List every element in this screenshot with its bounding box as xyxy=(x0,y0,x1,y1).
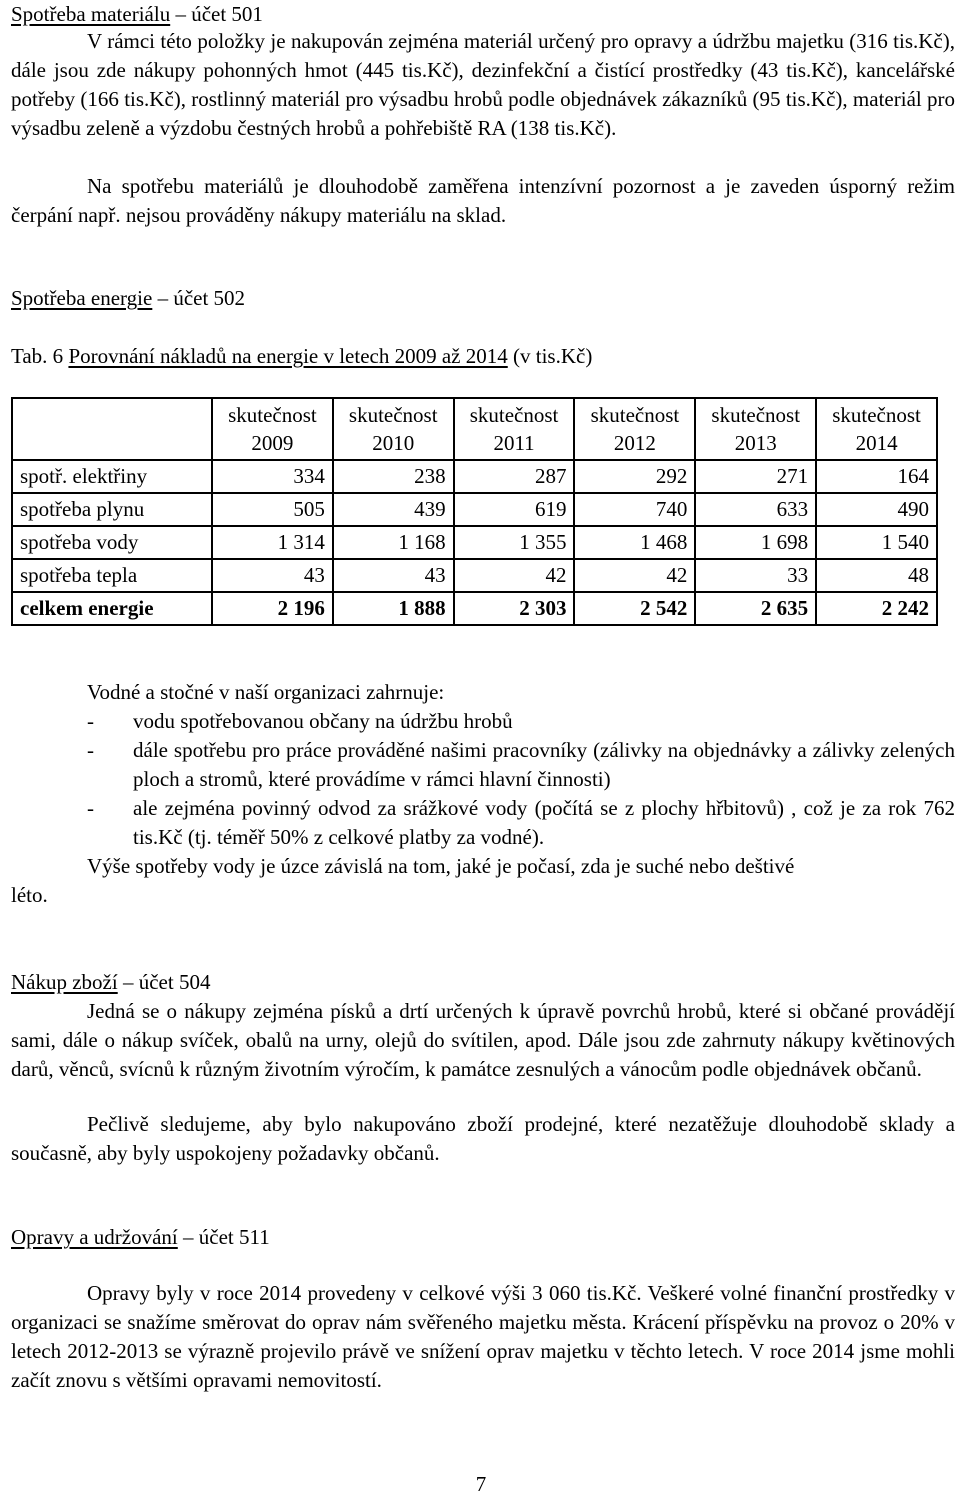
table-cell: 271 xyxy=(695,460,816,493)
energy-account: účet 502 xyxy=(173,286,246,310)
goods-paragraph-2: Pečlivě sledujeme, aby bylo nakupováno zboží prodejné, které nezatěžuje dlouhodobě sklady a současně, aby byly uspokojeny požadavky občanů. xyxy=(11,1112,955,1165)
table-row xyxy=(12,460,937,493)
table-unit: (v tis.Kč) xyxy=(513,344,593,368)
row-label: spotřeba plynu xyxy=(12,493,212,526)
dash-separator: – xyxy=(157,286,169,310)
table-cell: 1 540 xyxy=(816,526,937,559)
table-header-cell: skutečnost 2014 xyxy=(816,398,937,460)
row-label: spotřeba vody xyxy=(12,526,212,559)
row-label: spotř. elektřiny xyxy=(12,460,212,493)
table-row xyxy=(12,559,937,592)
goods-heading xyxy=(11,968,210,997)
list-item-text: dále spotřebu pro práce prováděné našimi pracovníky (zálivky na objednávky a zálivky zelených ploch a stromů, které provádíme v rámci hlavní činnosti) xyxy=(133,738,955,791)
material-paragraph-1: V rámci této položky je nakupován zejména materiál určený pro opravy a údržbu majetku (316 tis.Kč), dále jsou zde nákupy pohonných hmot (445 tis.Kč), dezinfekční a čistící prostředky (43 tis.Kč), kancelářské potřeby (166 tis.Kč), rostlinný materiál pro výsadbu hrobů podle objednávek zákazníků (95 tis.Kč), materiál pro výsadbu zeleně a výzdobu čestných hrobů a pohřebiště RA (138 tis.Kč). xyxy=(11,29,955,140)
table-cell: 490 xyxy=(816,493,937,526)
water-list xyxy=(87,707,955,852)
table-cell: 43 xyxy=(212,559,333,592)
list-item xyxy=(87,707,955,736)
table-cell: 42 xyxy=(574,559,695,592)
dash-separator: – xyxy=(122,970,134,994)
water-intro: Vodné a stočné v naší organizaci zahrnuje: xyxy=(87,680,445,704)
table-cell: 1 314 xyxy=(212,526,333,559)
water-closing-line: Výše spotřeby vody je úzce závislá na tom, jaké je počasí, zda je suché nebo deštivé xyxy=(87,854,795,878)
table-row xyxy=(12,493,937,526)
table-cell: 1 468 xyxy=(574,526,695,559)
table-cell: 505 xyxy=(212,493,333,526)
list-item xyxy=(87,736,955,794)
table-cell: 292 xyxy=(574,460,695,493)
material-title: Spotřeba materiálu xyxy=(11,2,171,26)
energy-title: Spotřeba energie xyxy=(11,286,153,310)
energy-table xyxy=(11,397,938,626)
table-header-cell: skutečnost 2011 xyxy=(454,398,575,460)
table-cell: 439 xyxy=(333,493,454,526)
goods-title: Nákup zboží xyxy=(11,970,118,994)
table-cell: 1 888 xyxy=(333,592,454,625)
dash-separator: – xyxy=(183,1225,194,1249)
table-header-cell: skutečnost 2009 xyxy=(212,398,333,460)
table-row xyxy=(12,526,937,559)
table-header-row xyxy=(12,398,937,460)
row-label: celkem energie xyxy=(12,592,212,625)
table-cell: 164 xyxy=(816,460,937,493)
table-cell: 48 xyxy=(816,559,937,592)
list-item xyxy=(87,794,955,852)
table-label: Tab. 6 xyxy=(11,344,64,368)
table-cell: 2 196 xyxy=(212,592,333,625)
repairs-paragraph: Opravy byly v roce 2014 provedeny v celkové výši 3 060 tis.Kč. Veškeré volné finanční prostředky v organizaci se snažíme směrovat do oprav nám svěřeného majetku města. Krácení příspěvku na provoz o 20% v letech 2012-2013 se výrazně projevilo právě ve snížení oprav majetku v těchto letech. V roce 2014 jsme mohli začít znovu s většími opravami nemovitostí. xyxy=(11,1281,955,1392)
table-cell: 43 xyxy=(333,559,454,592)
table-cell: 238 xyxy=(333,460,454,493)
table-cell: 1 355 xyxy=(454,526,575,559)
table-cell: 1 698 xyxy=(695,526,816,559)
table-cell: 740 xyxy=(574,493,695,526)
table-cell: 2 635 xyxy=(695,592,816,625)
page-number: 7 xyxy=(475,1472,487,1496)
table-header-cell: skutečnost 2012 xyxy=(574,398,695,460)
list-dash: - xyxy=(87,709,94,733)
table-cell: 287 xyxy=(454,460,575,493)
row-label: spotřeba tepla xyxy=(12,559,212,592)
table-header-cell: skutečnost 2013 xyxy=(695,398,816,460)
goods-paragraph-1: Jedná se o nákupy zejména písků a drtí určených k úpravě povrchů hrobů, které si občané provádějí sami, dále o nákup svíček, obalů na urny, olejů do svítilen, apod. Dále jsou zde zahrnuty nákupy květinových darů, věnců, svícnů k různým životním výročím, k památce zesnulých a vánocům podle objednávek občanů. xyxy=(11,999,955,1081)
table-cell: 334 xyxy=(212,460,333,493)
table-header-empty xyxy=(12,398,212,460)
table-total-row xyxy=(12,592,937,625)
table-cell: 42 xyxy=(454,559,575,592)
material-paragraph-2: Na spotřebu materiálů je dlouhodobě zaměřena intenzívní pozornost a je zaveden úsporný režim čerpání např. nejsou prováděny nákupy materiálu na sklad. xyxy=(11,174,955,227)
water-closing-end: léto. xyxy=(11,883,48,907)
table-cell: 33 xyxy=(695,559,816,592)
table-title: Porovnání nákladů na energie v letech 2009 až 2014 xyxy=(68,344,508,368)
table-cell: 2 242 xyxy=(816,592,937,625)
list-dash: - xyxy=(87,738,94,762)
repairs-heading xyxy=(11,1223,270,1252)
list-item-text: ale zejména povinný odvod za srážkové vody (počítá se z plochy hřbitovů) , což je za rok 762 tis.Kč (tj. téměř 50% z celkové platby za vodné). xyxy=(133,796,955,849)
list-item-text: vodu spotřebovanou občany na údržbu hrobů xyxy=(133,709,513,733)
table-cell: 633 xyxy=(695,493,816,526)
table-cell: 2 303 xyxy=(454,592,575,625)
table-header-cell: skutečnost 2010 xyxy=(333,398,454,460)
energy-heading xyxy=(11,284,245,313)
repairs-account: účet 511 xyxy=(198,1225,270,1249)
table-cell: 1 168 xyxy=(333,526,454,559)
table-cell: 619 xyxy=(454,493,575,526)
table-caption xyxy=(11,342,592,371)
dash-separator: – xyxy=(175,2,186,26)
material-heading xyxy=(11,0,263,29)
table-cell: 2 542 xyxy=(574,592,695,625)
material-account: účet 501 xyxy=(191,2,263,26)
list-dash: - xyxy=(87,796,94,820)
goods-account: účet 504 xyxy=(138,970,211,994)
repairs-title: Opravy a udržování xyxy=(11,1225,178,1249)
